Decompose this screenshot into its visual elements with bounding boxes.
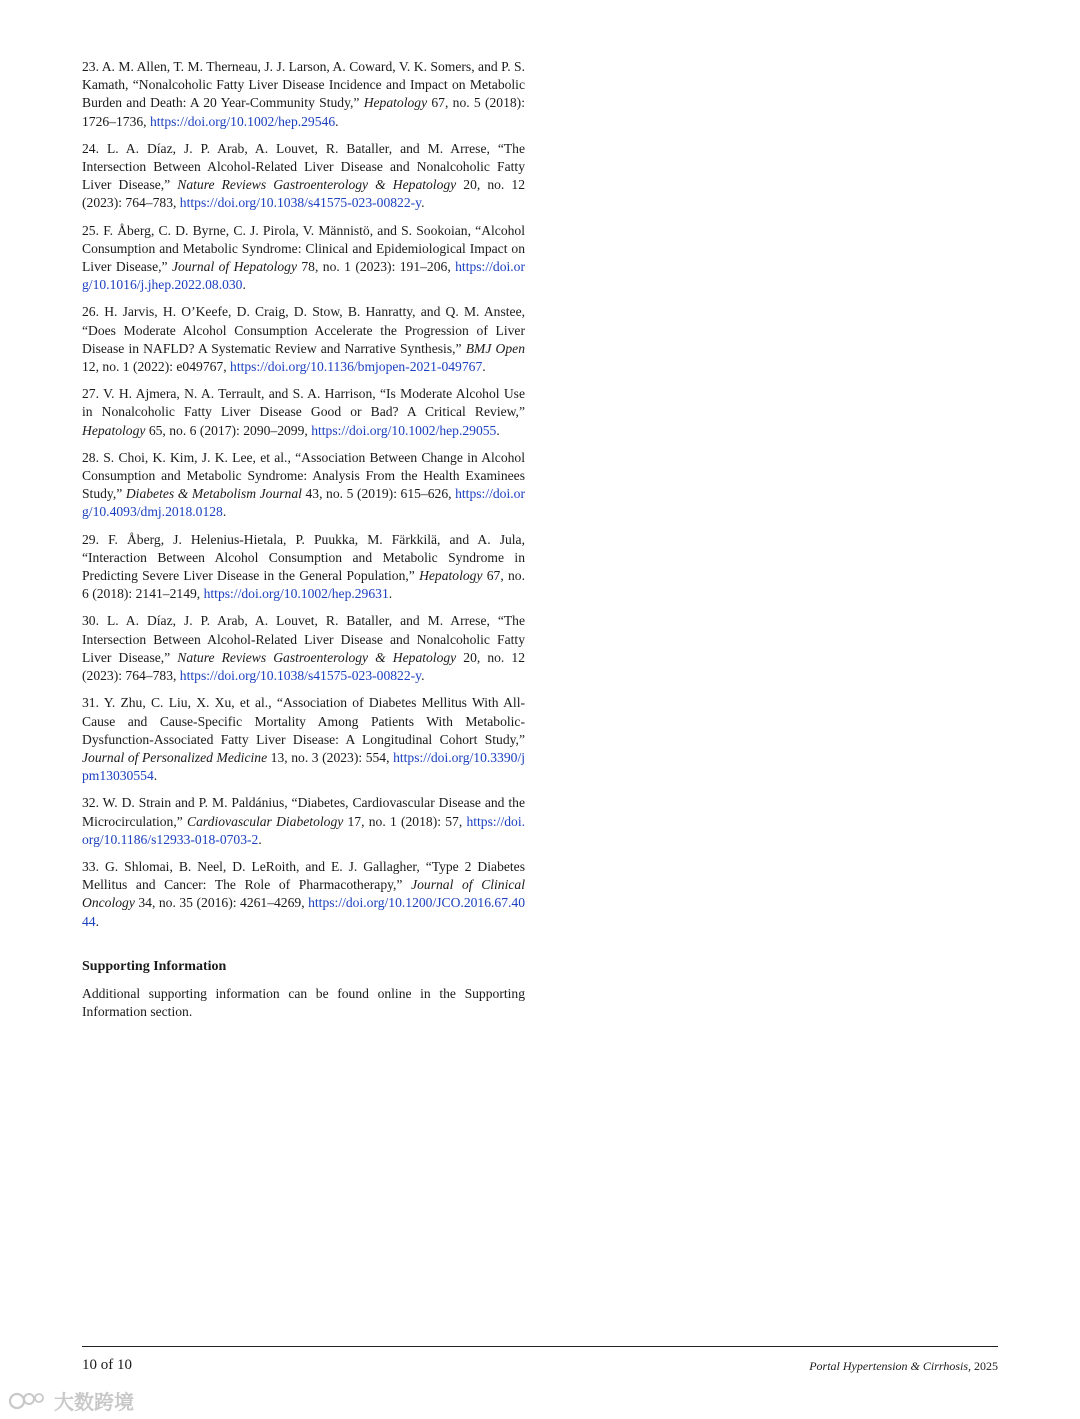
reference-number: 25. xyxy=(82,222,99,238)
reference-number: 29. xyxy=(82,531,99,547)
reference-end-punct: . xyxy=(335,113,339,129)
reference-doi-link[interactable]: https://doi.org/10.1016/j.jhep.2022.08.030 xyxy=(82,259,525,293)
reference-volume-pages: 67, no. 5 (2018): 1726–1736, xyxy=(82,95,525,129)
reference-volume-pages: 20, no. 12 (2023): 764–783, xyxy=(82,649,525,684)
watermark xyxy=(8,1386,134,1415)
reference-doi-link[interactable]: https://doi.org/10.1186/s12933-018-0703-2 xyxy=(82,813,525,847)
reference-authors-title: L. A. Díaz, J. P. Arab, A. Louvet, R. Bataller, and M. Arrese, “The Intersection Between Alcohol-Related Liver Disease and Nonalcoholic Fatty Liver Disease,” xyxy=(82,140,525,193)
reference-number: 28. xyxy=(82,449,99,465)
reference-number: 26. xyxy=(82,304,99,320)
supporting-information-heading: Supporting Information xyxy=(82,958,227,974)
reference-end-punct: . xyxy=(496,422,500,438)
reference-journal: Diabetes & Metabolism Journal xyxy=(125,486,302,502)
journal-footer xyxy=(809,1359,998,1374)
reference-doi-link[interactable]: https://doi.org/10.1200/JCO.2016.67.4044 xyxy=(82,895,525,929)
journal-footer-name: Portal Hypertension & Cirrhosis, xyxy=(809,1359,971,1373)
reference-item xyxy=(82,794,525,849)
reference-doi-link[interactable]: https://doi.org/10.1136/bmjopen-2021-049767 xyxy=(230,359,483,375)
reference-number: 27. xyxy=(82,386,99,402)
reference-end-punct: . xyxy=(421,668,425,684)
reference-authors-title: F. Åberg, C. D. Byrne, C. J. Pirola, V. Männistö, and S. Sookoian, “Alcohol Consumption and Metabolic Syndrome: Clinical and Epidemiological Impact on Liver Disease,” xyxy=(82,222,525,275)
references-container xyxy=(82,58,525,931)
reference-list xyxy=(82,58,525,1021)
reference-journal: Nature Reviews Gastroenterology & Hepatology xyxy=(177,177,457,193)
reference-number: 24. xyxy=(82,140,99,156)
reference-volume-pages: 78, no. 1 (2023): 191–206, xyxy=(297,259,456,275)
supporting-information-body: Additional supporting information can be found online in the Supporting Information section. xyxy=(82,985,525,1019)
watermark-text: 大数跨境 xyxy=(54,1390,134,1414)
reference-journal: Journal of Personalized Medicine xyxy=(82,749,268,765)
reference-number: 33. xyxy=(82,858,99,874)
reference-volume-pages: 20, no. 12 (2023): 764–783, xyxy=(82,177,525,211)
reference-journal: Nature Reviews Gastroenterology & Hepatology xyxy=(177,649,457,665)
reference-authors-title: Y. Zhu, C. Liu, X. Xu, et al., “Association of Diabetes Mellitus With All-Cause and Cause-Specific Mortality Among Patients With Metabolic-Dysfunction-Associated Fatty Liver Disease: A Longitudinal Cohort Study,” xyxy=(82,695,525,747)
reference-doi-link[interactable]: https://doi.org/10.3390/jpm13030554 xyxy=(82,749,525,784)
watermark-logo-icon xyxy=(8,1390,48,1412)
reference-authors-title: A. M. Allen, T. M. Therneau, J. J. Larson, A. Coward, V. K. Somers, and P. S. Kamath, “Nonalcoholic Fatty Liver Disease Incidence and Impact on Metabolic Burden and Death: A 20 Year-Community Study,” xyxy=(82,59,526,111)
reference-doi-link[interactable]: https://doi.org/10.1038/s41575-023-00822-y xyxy=(179,195,422,211)
reference-end-punct: . xyxy=(388,586,393,602)
journal-footer-year: 2025 xyxy=(971,1359,998,1373)
reference-journal: Cardiovascular Diabetology xyxy=(187,813,344,829)
reference-volume-pages: 65, no. 6 (2017): 2090–2099, xyxy=(145,422,312,438)
reference-doi-link[interactable]: https://doi.org/10.1002/hep.29546 xyxy=(149,113,336,129)
reference-item xyxy=(82,531,525,604)
reference-item xyxy=(82,612,525,685)
footer-divider xyxy=(82,1346,998,1347)
reference-number: 31. xyxy=(82,695,99,711)
reference-authors-title: G. Shlomai, B. Neel, D. LeRoith, and E. J. Gallagher, “Type 2 Diabetes Mellitus and Cancer: The Role of Pharmacotherapy,” xyxy=(82,858,525,893)
reference-authors-title: H. Jarvis, H. O’Keefe, D. Craig, D. Stow, B. Hanratty, and Q. M. Anstee, “Does Moderate Alcohol Consumption Accelerate the Progression of Liver Disease in NAFLD? A Systematic Review and Narrative Synthesis,” xyxy=(82,304,525,356)
reference-item xyxy=(82,385,525,440)
reference-item xyxy=(82,58,525,131)
reference-number: 32. xyxy=(82,795,99,811)
reference-item xyxy=(82,140,525,213)
reference-authors-title: S. Choi, K. Kim, J. K. Lee, et al., “Association Between Change in Alcohol Consumption and Metabolic Syndrome: Analysis From the Health Examinees Study,” xyxy=(82,449,525,502)
reference-volume-pages: 67, no. 6 (2018): 2141–2149, xyxy=(82,568,525,602)
reference-authors-title: L. A. Díaz, J. P. Arab, A. Louvet, R. Bataller, and M. Arrese, “The Intersection Between Alcohol-Related Liver Disease and Nonalcoholic Fatty Liver Disease,” xyxy=(82,613,525,665)
reference-journal: Hepatology xyxy=(363,95,428,111)
reference-item xyxy=(82,858,525,931)
reference-number: 23. xyxy=(82,59,99,74)
reference-doi-link[interactable]: https://doi.org/10.1038/s41575-023-00822-y xyxy=(179,668,422,684)
reference-authors-title: W. D. Strain and P. M. Paldánius, “Diabetes, Cardiovascular Disease and the Microcirculation,” xyxy=(82,795,525,829)
reference-end-punct: . xyxy=(421,195,425,211)
reference-volume-pages: 12, no. 1 (2022): e049767, xyxy=(82,359,231,375)
reference-journal: Hepatology xyxy=(419,568,483,584)
reference-volume-pages: 17, no. 1 (2018): 57, xyxy=(343,813,467,829)
reference-item xyxy=(82,222,525,295)
page-number: 10 of 10 xyxy=(82,1357,132,1373)
reference-item xyxy=(82,303,525,376)
reference-item xyxy=(82,449,525,522)
reference-end-punct: . xyxy=(222,504,227,520)
reference-item xyxy=(82,694,525,785)
reference-end-punct: . xyxy=(95,913,99,929)
reference-end-punct: . xyxy=(153,768,158,784)
reference-volume-pages: 43, no. 5 (2019): 615–626, xyxy=(301,486,456,502)
reference-volume-pages: 13, no. 3 (2023): 554, xyxy=(267,749,394,765)
reference-journal: Hepatology xyxy=(82,422,146,438)
reference-authors-title: F. Åberg, J. Helenius-Hietala, P. Puukka, M. Färkkilä, and A. Jula, “Interaction Between Alcohol Consumption and Metabolic Syndrome in Predicting Severe Liver Disease in the General Population,” xyxy=(82,531,525,584)
reference-end-punct: . xyxy=(482,359,486,375)
reference-end-punct: . xyxy=(258,831,262,847)
reference-number: 30. xyxy=(82,613,99,629)
reference-doi-link[interactable]: https://doi.org/10.1002/hep.29631 xyxy=(203,586,389,602)
reference-journal: BMJ Open xyxy=(465,340,525,356)
reference-volume-pages: 34, no. 35 (2016): 4261–4269, xyxy=(134,895,309,911)
reference-journal: Journal of Clinical Oncology xyxy=(82,877,525,911)
reference-authors-title: V. H. Ajmera, N. A. Terrault, and S. A. Harrison, “Is Moderate Alcohol Use in Nonalcoholic Fatty Liver Disease Good or Bad? A Critical Review,” xyxy=(82,386,526,420)
reference-doi-link[interactable]: https://doi.org/10.1002/hep.29055 xyxy=(311,422,497,438)
reference-journal: Journal of Hepatology xyxy=(171,259,297,275)
reference-doi-link[interactable]: https://doi.org/10.4093/dmj.2018.0128 xyxy=(82,486,525,520)
reference-end-punct: . xyxy=(242,277,246,293)
